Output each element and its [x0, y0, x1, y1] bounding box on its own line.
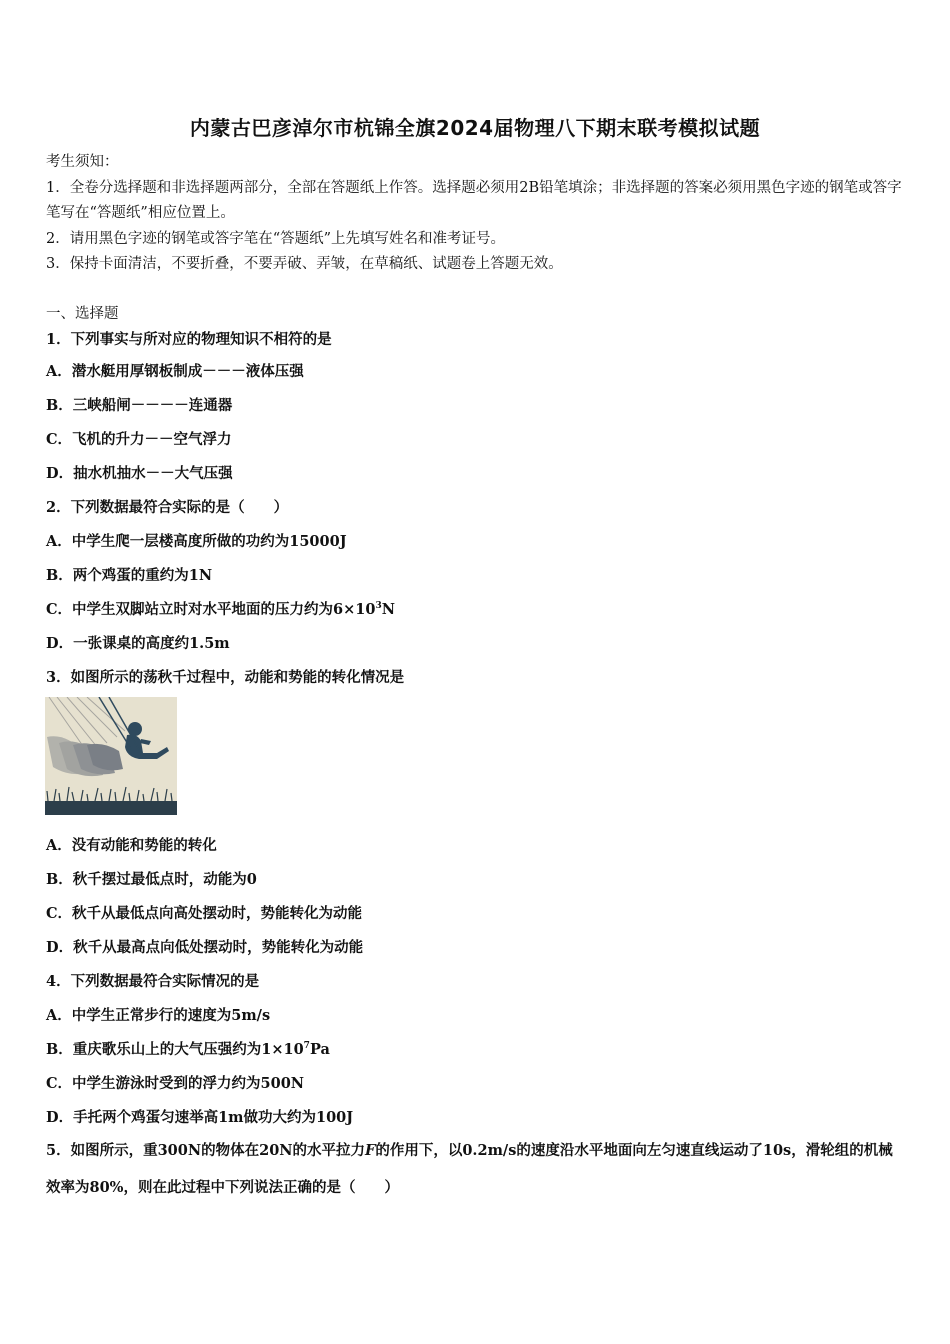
q3-stem: 3．如图所示的荡秋千过程中，动能和势能的转化情况是 — [46, 669, 405, 686]
q5-stem-post: 的作用下，以0.2m/s的速度沿水平地面向左匀速直线运动了10s，滑轮组的机械效率为80%，则在此过程中下列说法正确的是（ ） — [46, 1142, 893, 1196]
swing-figure-image — [45, 697, 177, 815]
q3-option-b: B．秋千摆过最低点时，动能为0 — [46, 871, 257, 888]
q4-stem: 4．下列数据最符合实际情况的是 — [46, 973, 260, 990]
q2-option-c-text: C．中学生双脚站立时对水平地面的压力约为6×10 — [46, 601, 376, 618]
q4-option-d: D．手托两个鸡蛋匀速举高1m做功大约为100J — [46, 1109, 354, 1126]
q5-force-variable: F — [365, 1142, 376, 1159]
q1-option-a: A．潜水艇用厚钢板制成－－－液体压强 — [46, 363, 304, 380]
q2-option-b: B．两个鸡蛋的重约为1N — [46, 567, 213, 584]
q3-option-c: C．秋千从最低点向高处摆动时，势能转化为动能 — [46, 905, 363, 922]
q4-option-b-exponent: 7 — [303, 1041, 310, 1051]
q5-stem — [46, 1132, 906, 1206]
q1-option-c: C．飞机的升力－－空气浮力 — [46, 431, 232, 448]
q2-option-c-exponent: 3 — [375, 601, 382, 611]
section-heading: 一、选择题 — [46, 306, 119, 322]
notice-item-2: 2．请用黑色字迹的钢笔或答字笔在“答题纸”上先填写姓名和准考证号。 — [46, 230, 506, 247]
q3-option-a: A．没有动能和势能的转化 — [46, 837, 217, 854]
q2-stem: 2．下列数据最符合实际的是（ ） — [46, 499, 289, 516]
q4-option-c: C．中学生游泳时受到的浮力约为500N — [46, 1075, 305, 1092]
q4-option-b — [46, 1038, 330, 1059]
q1-stem: 1．下列事实与所对应的物理知识不相符的是 — [46, 331, 332, 348]
notice-block — [46, 150, 906, 278]
q5-stem-pre: 5．如图所示，重300N的物体在20N的水平拉力 — [46, 1142, 366, 1159]
q3-option-d: D．秋千从最高点向低处摆动时，势能转化为动能 — [46, 939, 364, 956]
q2-option-d: D．一张课桌的高度约1.5m — [46, 635, 230, 652]
notice-heading: 考生须知： — [46, 154, 119, 170]
q4-option-a: A．中学生正常步行的速度为5m/s — [46, 1007, 271, 1024]
q4-option-b-unit: Pa — [309, 1041, 330, 1058]
q2-option-a: A．中学生爬一层楼高度所做的功约为15000J — [46, 533, 347, 550]
q4-option-b-text: B．重庆歌乐山上的大气压强约为1×10 — [46, 1041, 304, 1058]
q2-option-c — [46, 598, 395, 619]
q1-option-b: B．三峡船闸－－－－连通器 — [46, 397, 233, 414]
notice-item-1: 1．全卷分选择题和非选择题两部分，全部在答题纸上作答。选择题必须用2B铅笔填涂；非选择题的答案必须用黑色字迹的钢笔或答字笔写在“答题纸”相应位置上。 — [46, 179, 902, 221]
q2-option-c-unit: N — [381, 601, 395, 618]
q1-option-d: D．抽水机抽水－－大气压强 — [46, 465, 233, 482]
notice-item-3: 3．保持卡面清洁，不要折叠，不要弄破、弄皱，在草稿纸、试题卷上答题无效。 — [46, 256, 563, 272]
page-title: 内蒙古巴彦淖尔市杭锦全旗2024届物理八下期末联考模拟试题 — [189, 116, 761, 140]
